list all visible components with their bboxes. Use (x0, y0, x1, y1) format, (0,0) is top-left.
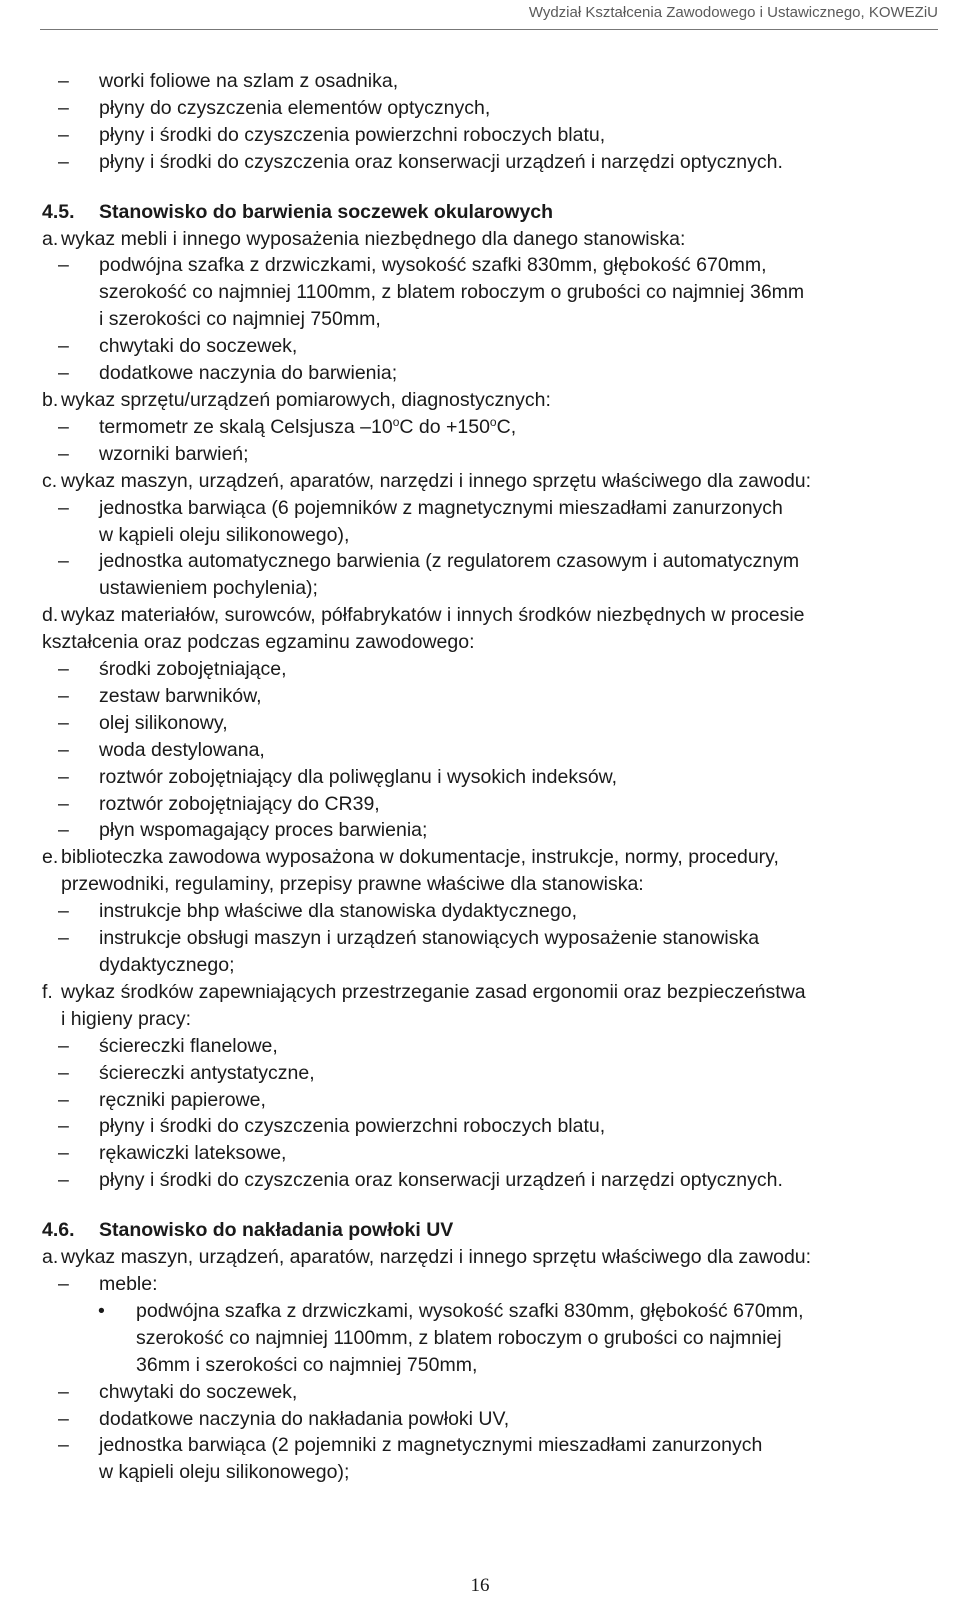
list-item-continuation: i szerokości co najmniej 750mm, (99, 308, 381, 331)
list-item: – płyny i środki do czyszczenia powierzchni roboczych blatu, (42, 1113, 942, 1140)
dash-marker: – (58, 658, 69, 681)
list-item: – ściereczki flanelowe, (42, 1033, 942, 1060)
dash-marker: – (58, 1272, 69, 1295)
dash-marker: – (58, 1142, 69, 1165)
list-item: – worki foliowe na szlam z osadnika, (42, 68, 942, 95)
item-f-continuation: i higieny pracy: (61, 1007, 192, 1030)
list-item: – płyny i środki do czyszczenia oraz konserwacji urządzeń i narzędzi optycznych. (42, 1167, 942, 1194)
list-item: – instrukcje obsługi maszyn i urządzeń stanowiących wyposażenie stanowiska (42, 925, 942, 952)
list-item: – jednostka barwiąca (2 pojemniki z magnetycznymi mieszadłami zanurzonych (42, 1432, 942, 1459)
section-heading-4-5: 4.5. Stanowisko do barwienia soczewek okularowych (42, 200, 554, 223)
dash-marker: – (58, 496, 69, 519)
list-item: – roztwór zobojętniający dla poliwęglanu i wysokich indeksów, (42, 764, 942, 791)
item-b: b. wykaz sprzętu/urządzeń pomiarowych, diagnostycznych: (42, 388, 551, 411)
list-item: – woda destylowana, (42, 737, 942, 764)
list-item-continuation: w kąpieli oleju silikonowego), (99, 523, 350, 546)
dash-marker: – (58, 765, 69, 788)
item-e: e. biblioteczka zawodowa wyposażona w dokumentacje, instrukcje, normy, procedury, (42, 846, 779, 869)
dash-marker: – (58, 150, 69, 173)
dash-marker: – (58, 254, 69, 277)
list-item-continuation: dydaktycznego; (99, 954, 235, 976)
bullet-item: • podwójna szafka z drzwiczkami, wysokość szafki 830mm, głębokość 670mm, (42, 1298, 942, 1325)
list-item: – jednostka automatycznego barwienia (z regulatorem czasowym i automatycznym (42, 548, 942, 575)
dash-marker: – (58, 711, 69, 734)
list-item: – roztwór zobojętniający do CR39, (42, 791, 942, 818)
list-item: – termometr ze skalą Celsjusza –10$^o$C do $+150^oC$, (42, 414, 942, 441)
list-item: – płyny do czyszczenia elementów optycznych, (42, 95, 942, 122)
item-f: f. wykaz środków zapewniających przestrzeganie zasad ergonomii oraz bezpieczeństwa (42, 980, 806, 1003)
dash-marker: – (58, 1380, 69, 1403)
list-item-continuation: szerokość co najmniej 1100mm, z blatem roboczym o grubości co najmniej 36mm (99, 281, 805, 304)
item-c: c. wykaz maszyn, urządzeń, aparatów, narzędzi i innego sprzętu właściwego dla zawodu: (42, 469, 812, 492)
list-top (42, 68, 942, 176)
dash-marker: – (58, 442, 69, 465)
list-item: – ściereczki antystatyczne, (42, 1060, 942, 1087)
section-heading-4-6: 4.6. Stanowisko do nakładania powłoki UV (42, 1219, 454, 1242)
item-a-4-6: a. wykaz maszyn, urządzeń, aparatów, narzędzi i innego sprzętu właściwego dla zawodu: (42, 1246, 812, 1269)
list-item: – olej silikonowy, (42, 710, 942, 737)
dash-marker: – (58, 684, 69, 707)
running-header: Wydział Kształcenia Zawodowego i Ustawicznego, KOWEZiU (528, 4, 938, 21)
list-item: – płyny i środki do czyszczenia oraz konserwacji urządzeń i narzędzi optycznych. (42, 149, 942, 176)
list-item: – dodatkowe naczynia do barwienia; (42, 360, 942, 387)
dash-marker: – (58, 550, 69, 573)
dash-marker: – (58, 1407, 69, 1430)
list-item-continuation: w kąpieli oleju silikonowego); (99, 1461, 350, 1484)
dash-marker: – (58, 362, 69, 385)
page-number: 16 (470, 1575, 490, 1596)
dash-marker: – (58, 1169, 69, 1192)
item-d: d. wykaz materiałów, surowców, półfabrykatów i innych środków niezbędnych w procesie (42, 604, 805, 627)
dash-marker: – (58, 1034, 69, 1057)
list-item: – jednostka barwiąca (6 pojemników z magnetycznymi mieszadłami zanurzonych (42, 495, 942, 522)
dash-marker: – (58, 1115, 69, 1138)
list-item: – chwytaki do soczewek, (42, 333, 942, 360)
dash-marker: – (58, 738, 69, 761)
item-d-continuation: kształcenia oraz podczas egzaminu zawodowego: (42, 631, 475, 654)
dash-marker: – (58, 1088, 69, 1111)
list-item-continuation: ustawieniem pochylenia); (99, 577, 318, 600)
list-item: – instrukcje bhp właściwe dla stanowiska dydaktycznego, (42, 898, 942, 925)
dash-marker: – (58, 1061, 69, 1084)
dash-marker: – (58, 819, 69, 842)
document-body (42, 68, 942, 1486)
dash-marker: – (58, 927, 69, 950)
header-rule (40, 29, 938, 30)
list-item: – wzorniki barwień; (42, 441, 942, 468)
list-item: – ręczniki papierowe, (42, 1087, 942, 1114)
item-e-continuation: przewodniki, regulaminy, przepisy prawne właściwe dla stanowiska: (61, 873, 644, 896)
list-item: – dodatkowe naczynia do nakładania powłoki UV, (42, 1406, 942, 1433)
bullet-item-continuation: szerokość co najmniej 1100mm, z blatem roboczym o grubości co najmniej (136, 1326, 782, 1349)
item-a: a. wykaz mebli i innego wyposażenia niezbędnego dla danego stanowiska: (42, 227, 686, 250)
bullet-item-continuation: 36mm i szerokości co najmniej 750mm, (136, 1353, 478, 1376)
dash-marker: – (58, 96, 69, 119)
dash-marker: – (58, 335, 69, 358)
dash-marker: – (58, 415, 69, 438)
dash-marker: – (58, 123, 69, 146)
list-item: – środki zobojętniające, (42, 656, 942, 683)
dash-marker: – (58, 1434, 69, 1457)
list-item: – podwójna szafka z drzwiczkami, wysokość szafki 830mm, głębokość 670mm, (42, 252, 942, 279)
list-item: – meble: (42, 1271, 942, 1298)
list-item: – płyny i środki do czyszczenia powierzchni roboczych blatu, (42, 122, 942, 149)
list-item: – płyn wspomagający proces barwienia; (42, 817, 942, 844)
bullet-marker: • (98, 1299, 105, 1322)
dash-marker: – (58, 70, 69, 92)
list-item: – rękawiczki lateksowe, (42, 1140, 942, 1167)
list-item: – zestaw barwników, (42, 683, 942, 710)
dash-marker: – (58, 792, 69, 815)
dash-marker: – (58, 900, 69, 923)
list-item: – chwytaki do soczewek, (42, 1379, 942, 1406)
